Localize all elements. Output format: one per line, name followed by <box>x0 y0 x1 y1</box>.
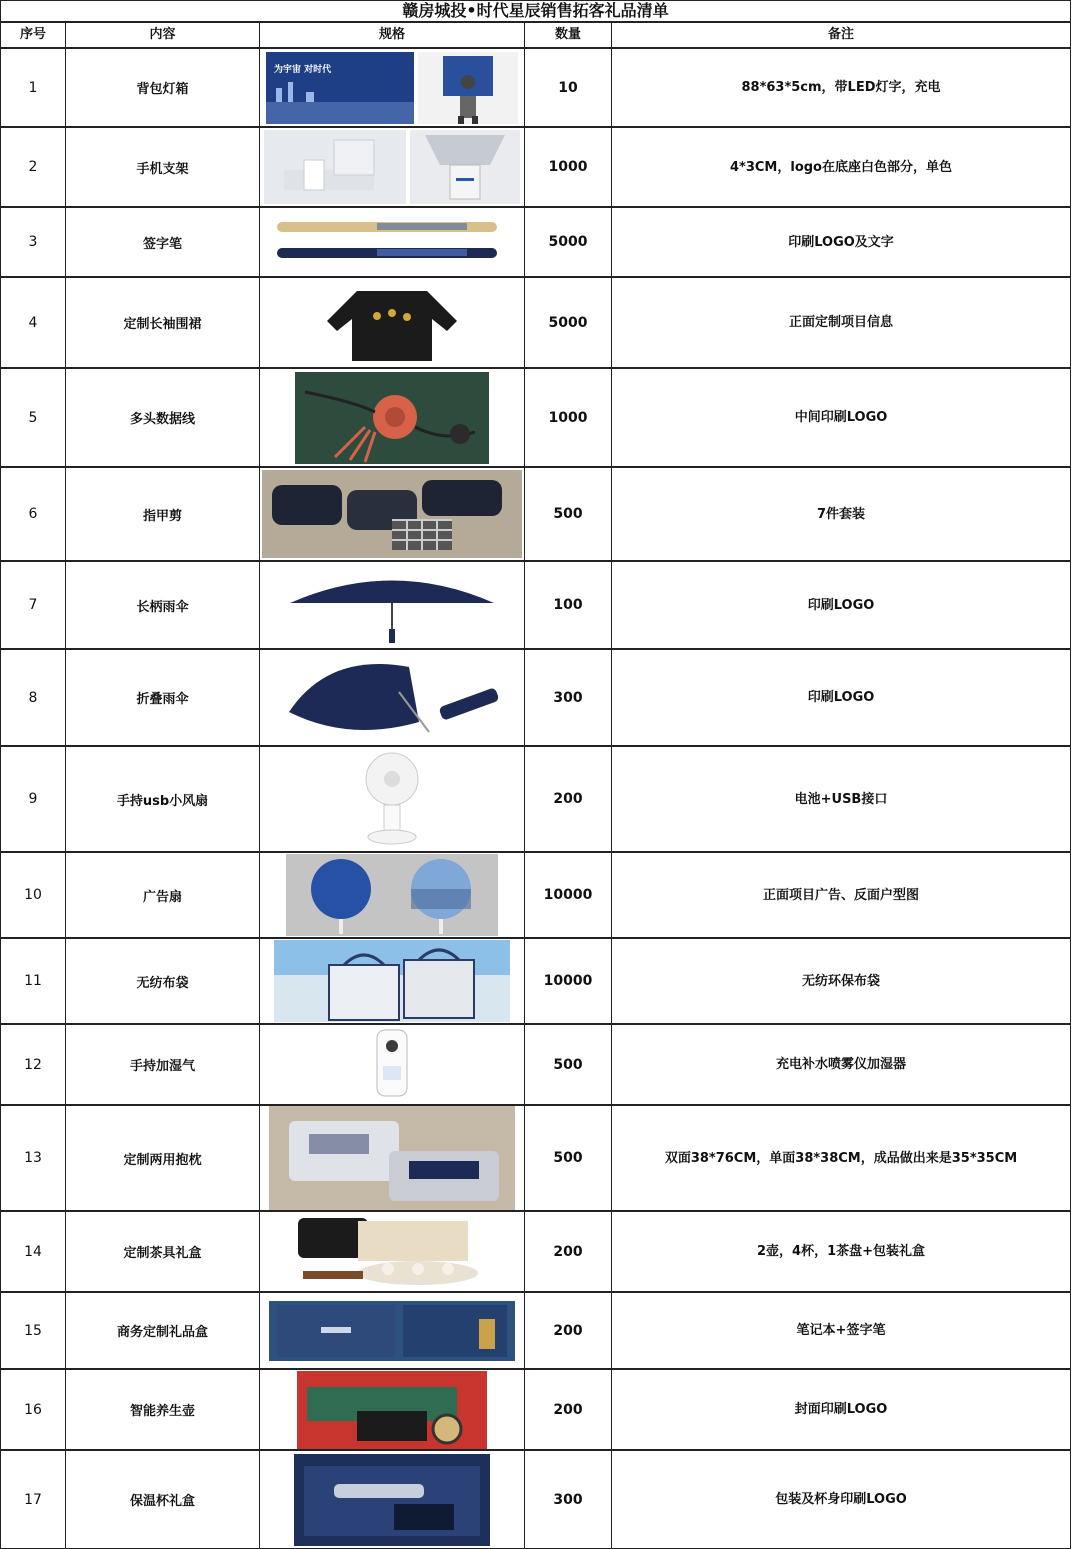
row-number: 13 <box>0 1105 66 1211</box>
item-quantity: 1000 <box>524 127 612 207</box>
pen-photo <box>259 207 525 277</box>
item-note: 印刷LOGO <box>611 649 1071 746</box>
item-note: 封面印刷LOGO <box>611 1369 1071 1450</box>
item-name: 广告扇 <box>65 852 260 938</box>
row-number: 2 <box>0 127 66 207</box>
table-row <box>0 48 1071 127</box>
item-quantity: 500 <box>524 1024 612 1105</box>
header-spec: 规格 <box>259 22 525 48</box>
header-name: 内容 <box>65 22 260 48</box>
row-number: 4 <box>0 277 66 368</box>
row-number: 15 <box>0 1292 66 1369</box>
table-row <box>0 1105 1071 1211</box>
ad-fan-photo <box>259 852 525 938</box>
pillow-photo <box>259 1105 525 1211</box>
item-name: 手持加湿气 <box>65 1024 260 1105</box>
header-row <box>0 22 1071 48</box>
table-row <box>0 1369 1071 1450</box>
item-note: 印刷LOGO及文字 <box>611 207 1071 277</box>
row-number: 10 <box>0 852 66 938</box>
item-note: 充电补水喷雾仪加湿器 <box>611 1024 1071 1105</box>
item-name: 折叠雨伞 <box>65 649 260 746</box>
row-number: 7 <box>0 561 66 649</box>
humidifier-photo <box>259 1024 525 1105</box>
nail-clipper-photo <box>259 467 525 561</box>
item-name: 定制两用抱枕 <box>65 1105 260 1211</box>
table-row <box>0 1292 1071 1369</box>
header-note: 备注 <box>611 22 1071 48</box>
phone-stand-photo <box>259 127 525 207</box>
item-name: 签字笔 <box>65 207 260 277</box>
notebook-box-photo <box>259 1292 525 1369</box>
item-quantity: 500 <box>524 467 612 561</box>
item-name: 指甲剪 <box>65 467 260 561</box>
backpack-lightbox-photo <box>259 48 525 127</box>
item-note: 双面38*76CM，单面38*38CM，成品做出来是35*35CM <box>611 1105 1071 1211</box>
item-quantity: 1000 <box>524 368 612 467</box>
item-name: 定制茶具礼盒 <box>65 1211 260 1292</box>
row-number: 12 <box>0 1024 66 1105</box>
row-number: 14 <box>0 1211 66 1292</box>
item-name: 多头数据线 <box>65 368 260 467</box>
folding-umbrella-photo <box>259 649 525 746</box>
item-quantity: 200 <box>524 746 612 852</box>
table-row <box>0 127 1071 207</box>
slogan-text: 为宇宙 对时代 <box>274 64 332 75</box>
cable-photo <box>259 368 525 467</box>
table-row <box>0 368 1071 467</box>
item-quantity: 5000 <box>524 207 612 277</box>
item-quantity: 10 <box>524 48 612 127</box>
item-quantity: 500 <box>524 1105 612 1211</box>
item-name: 无纺布袋 <box>65 938 260 1024</box>
table-row <box>0 1211 1071 1292</box>
row-number: 11 <box>0 938 66 1024</box>
long-umbrella-photo <box>259 561 525 649</box>
apron-photo <box>259 277 525 368</box>
row-number: 9 <box>0 746 66 852</box>
row-number: 16 <box>0 1369 66 1450</box>
item-note: 电池+USB接口 <box>611 746 1071 852</box>
sheet-title: 赣房城投•时代星辰销售拓客礼品清单 <box>0 0 1071 22</box>
item-name: 长柄雨伞 <box>65 561 260 649</box>
table-row <box>0 852 1071 938</box>
item-note: 7件套装 <box>611 467 1071 561</box>
table-row <box>0 207 1071 277</box>
item-quantity: 200 <box>524 1292 612 1369</box>
table-row <box>0 1024 1071 1105</box>
item-quantity: 10000 <box>524 852 612 938</box>
table-row <box>0 467 1071 561</box>
tea-set-photo <box>259 1211 525 1292</box>
item-quantity: 5000 <box>524 277 612 368</box>
item-quantity: 10000 <box>524 938 612 1024</box>
tote-bag-photo <box>259 938 525 1024</box>
table-row <box>0 561 1071 649</box>
item-note: 2壶，4杯，1茶盘+包装礼盒 <box>611 1211 1071 1292</box>
item-quantity: 200 <box>524 1369 612 1450</box>
item-note: 4*3CM，logo在底座白色部分，单色 <box>611 127 1071 207</box>
table-row <box>0 649 1071 746</box>
item-name: 商务定制礼品盒 <box>65 1292 260 1369</box>
item-name: 定制长袖围裙 <box>65 277 260 368</box>
item-name: 手持usb小风扇 <box>65 746 260 852</box>
item-quantity: 100 <box>524 561 612 649</box>
row-number: 17 <box>0 1450 66 1549</box>
thermos-box-photo <box>259 1450 525 1549</box>
item-note: 中间印刷LOGO <box>611 368 1071 467</box>
row-number: 5 <box>0 368 66 467</box>
item-quantity: 300 <box>524 649 612 746</box>
item-name: 保温杯礼盒 <box>65 1450 260 1549</box>
item-name: 背包灯箱 <box>65 48 260 127</box>
item-note: 正面定制项目信息 <box>611 277 1071 368</box>
item-name: 手机支架 <box>65 127 260 207</box>
health-pot-photo <box>259 1369 525 1450</box>
header-no: 序号 <box>0 22 66 48</box>
row-number: 3 <box>0 207 66 277</box>
item-note: 正面项目广告、反面户型图 <box>611 852 1071 938</box>
item-note: 包装及杯身印刷LOGO <box>611 1450 1071 1549</box>
table-row <box>0 746 1071 852</box>
table-row <box>0 277 1071 368</box>
item-quantity: 200 <box>524 1211 612 1292</box>
table-row <box>0 1450 1071 1549</box>
row-number: 8 <box>0 649 66 746</box>
usb-fan-photo <box>259 746 525 852</box>
item-note: 无纺环保布袋 <box>611 938 1071 1024</box>
item-note: 88*63*5cm，带LED灯字，充电 <box>611 48 1071 127</box>
row-number: 1 <box>0 48 66 127</box>
item-name: 智能养生壶 <box>65 1369 260 1450</box>
item-note: 笔记本+签字笔 <box>611 1292 1071 1369</box>
item-note: 印刷LOGO <box>611 561 1071 649</box>
table-row <box>0 938 1071 1024</box>
item-quantity: 300 <box>524 1450 612 1549</box>
row-number: 6 <box>0 467 66 561</box>
header-qty: 数量 <box>524 22 612 48</box>
